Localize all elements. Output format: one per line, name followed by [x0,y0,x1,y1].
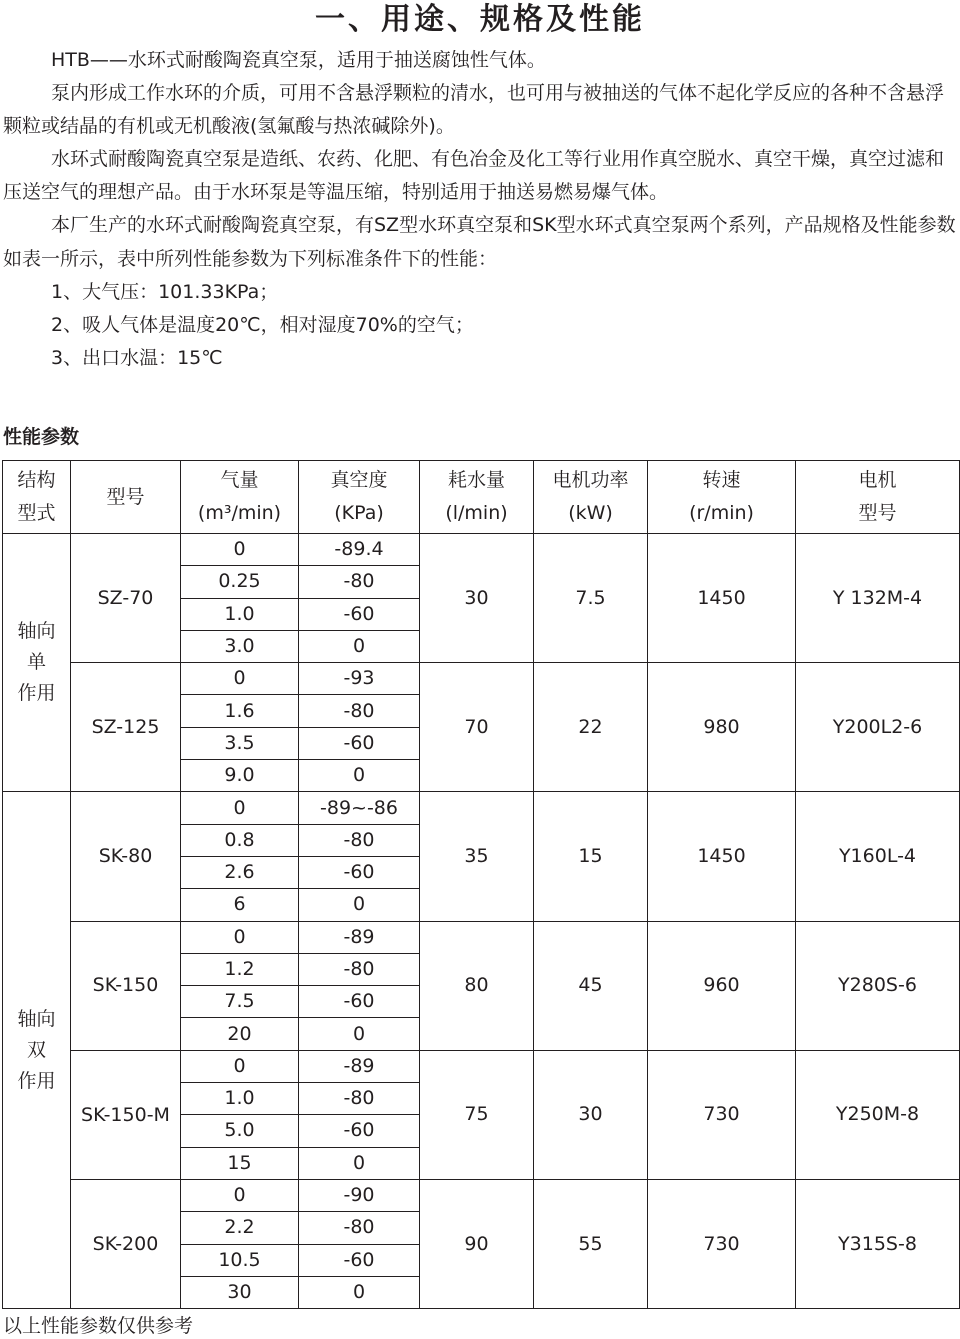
vacuum-cell: -60 [299,986,420,1018]
power-cell: 55 [534,1179,648,1308]
gas-cell: 9.0 [181,760,299,792]
vacuum-cell: 0 [299,630,420,662]
performance-table [2,460,960,1309]
speed-cell: 1450 [648,534,796,663]
gas-cell: 0 [181,1050,299,1082]
gas-cell: 1.0 [181,598,299,630]
motor-cell: Y 132M-4 [796,534,960,663]
model-cell: SK-80 [71,792,181,921]
vacuum-cell: -60 [299,727,420,759]
gas-cell: 3.5 [181,727,299,759]
vacuum-cell: -90 [299,1179,420,1211]
vacuum-cell: -80 [299,824,420,856]
gas-cell: 0 [181,792,299,824]
gas-cell: 30 [181,1276,299,1308]
structure-cell: 轴向 双 作用 [3,792,71,1309]
header-speed: 转速 (r/min) [648,461,796,534]
paragraph: 本厂生产的水环式耐酸陶瓷真空泵，有SZ型水环真空泵和SK型水环式真空泵两个系列，产品规格及性能参数如表一所示，表中所列性能参数为下列标准条件下的性能： [3,214,956,270]
table-row [3,792,960,824]
power-cell: 45 [534,921,648,1050]
vacuum-cell: -89~-86 [299,792,420,824]
speed-cell: 960 [648,921,796,1050]
vacuum-cell: -80 [299,695,420,727]
water-cell: 35 [420,792,534,921]
table-row [3,663,960,695]
vacuum-cell: -60 [299,1244,420,1276]
speed-cell: 730 [648,1179,796,1308]
page-title: 一、用途、规格及性能 [315,2,645,37]
vacuum-cell: 0 [299,1018,420,1050]
gas-cell: 2.2 [181,1212,299,1244]
condition-item: 3、出口水温：15℃ [51,346,223,369]
vacuum-cell: -80 [299,566,420,598]
structure-cell: 轴向 单 作用 [3,534,71,792]
motor-cell: Y280S-6 [796,921,960,1050]
header-structure: 结构 型式 [3,461,71,534]
gas-cell: 0 [181,534,299,566]
water-cell: 90 [420,1179,534,1308]
condition-item: 1、大气压：101.33KPa； [51,280,279,303]
speed-cell: 980 [648,663,796,792]
paragraph: 水环式耐酸陶瓷真空泵是造纸、农药、化肥、有色冶金及化工等行业用作真空脱水、真空干燥，真空过滤和压送空气的理想产品。由于水环泵是等温压缩，特别适用于抽送易燃易爆气体。 [3,148,945,204]
power-cell: 15 [534,792,648,921]
motor-cell: Y200L2-6 [796,663,960,792]
paragraph: 泵内形成工作水环的介质，可用不含悬浮颗粒的清水，也可用与被抽送的气体不起化学反应的各种不含悬浮颗粒或结晶的有机或无机酸液(氢氟酸与热浓碱除外)。 [3,82,945,138]
motor-cell: Y315S-8 [796,1179,960,1308]
speed-cell: 1450 [648,792,796,921]
header-gas: 气量 (m³/min) [181,461,299,534]
gas-cell: 15 [181,1147,299,1179]
table-row [3,921,960,953]
vacuum-cell: -89 [299,1050,420,1082]
header-model: 型号 [71,461,181,534]
water-cell: 30 [420,534,534,663]
gas-cell: 3.0 [181,630,299,662]
gas-cell: 1.0 [181,1083,299,1115]
paragraph: HTB——水环式耐酸陶瓷真空泵，适用于抽送腐蚀性气体。 [51,49,546,71]
header-water: 耗水量 (l/min) [420,461,534,534]
power-cell: 7.5 [534,534,648,663]
vacuum-cell: -89.4 [299,534,420,566]
model-cell: SZ-70 [71,534,181,663]
footer-note: 以上性能参数仅供参考 [3,1315,194,1337]
gas-cell: 7.5 [181,986,299,1018]
table-row [3,1179,960,1211]
gas-cell: 0 [181,921,299,953]
vacuum-cell: 0 [299,1276,420,1308]
section-title: 性能参数 [3,426,80,448]
model-cell: SZ-125 [71,663,181,792]
water-cell: 70 [420,663,534,792]
vacuum-cell: 0 [299,1147,420,1179]
table-row [3,534,960,566]
model-cell: SK-200 [71,1179,181,1308]
gas-cell: 1.2 [181,953,299,985]
table-row [3,1050,960,1082]
gas-cell: 2.6 [181,856,299,888]
water-cell: 80 [420,921,534,1050]
model-cell: SK-150 [71,921,181,1050]
gas-cell: 1.6 [181,695,299,727]
header-power: 电机功率 (kW) [534,461,648,534]
vacuum-cell: -89 [299,921,420,953]
water-cell: 75 [420,1050,534,1179]
table-body [3,534,960,1309]
header-vacuum: 真空度 (KPa) [299,461,420,534]
model-cell: SK-150-M [71,1050,181,1179]
speed-cell: 730 [648,1050,796,1179]
vacuum-cell: -60 [299,1115,420,1147]
gas-cell: 0 [181,663,299,695]
gas-cell: 20 [181,1018,299,1050]
vacuum-cell: -80 [299,1212,420,1244]
motor-cell: Y160L-4 [796,792,960,921]
vacuum-cell: -60 [299,598,420,630]
vacuum-cell: -93 [299,663,420,695]
header-motor: 电机 型号 [796,461,960,534]
power-cell: 22 [534,663,648,792]
gas-cell: 10.5 [181,1244,299,1276]
motor-cell: Y250M-8 [796,1050,960,1179]
gas-cell: 0.8 [181,824,299,856]
vacuum-cell: 0 [299,760,420,792]
power-cell: 30 [534,1050,648,1179]
condition-item: 2、吸人气体是温度20℃，相对湿度70%的空气； [51,313,474,336]
gas-cell: 5.0 [181,1115,299,1147]
intro-text [3,44,957,375]
vacuum-cell: -80 [299,1083,420,1115]
vacuum-cell: -60 [299,856,420,888]
vacuum-cell: -80 [299,953,420,985]
vacuum-cell: 0 [299,889,420,921]
gas-cell: 6 [181,889,299,921]
gas-cell: 0.25 [181,566,299,598]
table-header-row [3,461,960,534]
gas-cell: 0 [181,1179,299,1211]
